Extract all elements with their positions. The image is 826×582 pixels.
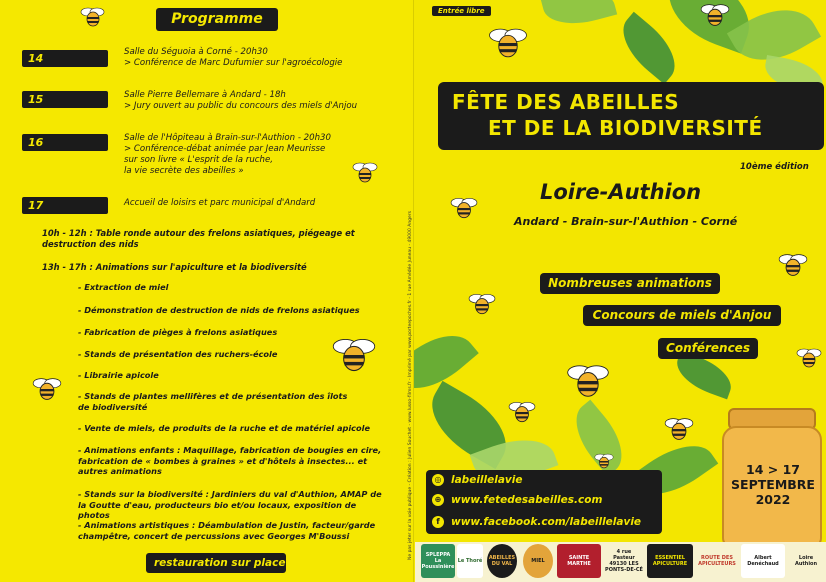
- sponsor-logo: [605, 544, 643, 578]
- event-description: > Jury ouvert au public du concours des miels d'Anjou: [124, 101, 358, 111]
- event-dates: [728, 462, 818, 507]
- slot-morning: [42, 228, 392, 250]
- instagram-link[interactable]: [432, 472, 523, 488]
- sponsor-logo: [523, 544, 553, 578]
- programme-title: Programme: [156, 8, 278, 31]
- sponsor-logo-text: Loire Authion: [794, 555, 818, 567]
- bee-icon: [468, 292, 496, 316]
- edition-label: 10ème édition: [740, 162, 809, 172]
- bee-icon: [700, 2, 730, 28]
- sponsor-logo-text: SAINTE MARTHE: [567, 555, 591, 567]
- sponsor-logo-text: ESSENTIEL APICULTURE: [652, 555, 688, 567]
- sponsor-logo: [741, 544, 785, 578]
- sponsor-logo-text: Albert Denéchaud: [747, 555, 779, 567]
- sponsor-logo-text: SPLEPPA La Poussinière: [421, 552, 455, 570]
- list-item-text: - Stands de plantes mellifères et de présentation des îlots: [78, 391, 348, 401]
- event-17: [124, 198, 394, 209]
- list-item: [78, 489, 390, 521]
- list-item-text: - Stands sur la biodiversité : Jardiniers du val d'Authion, AMAP de: [78, 489, 382, 499]
- event-location: Salle Pierre Bellemare à Andard - 18h: [124, 90, 286, 100]
- date-16-septembre: 16 septembre: [22, 134, 108, 151]
- list-item-text: champêtre, concert de percussions avec Georges M'Boussi: [78, 530, 350, 541]
- feature-animations: Nombreuses animations: [540, 273, 720, 294]
- sponsor-logo-text: ROUTE DES APICULTEURS: [698, 555, 736, 567]
- list-item-text: - Démonstration de destruction de nids de frelons asiatiques: [78, 305, 360, 315]
- leaf-decoration: [611, 12, 688, 85]
- event-description: > Conférence de Marc Dufumier sur l'agroécologie: [124, 58, 343, 68]
- bee-icon: [796, 346, 822, 370]
- list-item-text: autres animations: [78, 466, 162, 476]
- list-item-text: - Animations enfants : Maquillage, fabrication de bougies en cire,: [78, 445, 382, 455]
- print-credits-text: Ne pas jeter sur la voie publique - Création : Julien Souchet - www.lusso-films.fr - Imprimé par www.porteepoches.fr - 1 rue Amédée Juneau - 49000 Angers: [408, 210, 413, 560]
- event-14: [124, 47, 394, 69]
- restauration-label: restauration sur place: [146, 553, 286, 573]
- list-item: [78, 520, 390, 541]
- sponsor-logo: [457, 544, 483, 578]
- list-item: [78, 423, 390, 434]
- bee-icon: [594, 452, 614, 470]
- website-url: www.fetedesabeilles.com: [451, 494, 603, 506]
- event-description: > Conférence-débat animée par Jean Meurisse: [124, 144, 326, 154]
- sponsor-logo: [557, 544, 601, 578]
- sponsor-logos-strip: [415, 542, 826, 582]
- event-dates-month: SEPTEMBRE: [731, 477, 815, 492]
- list-item: [78, 445, 390, 477]
- event-location: Salle de l'Hôpiteau à Brain-sur-l'Authion - 20h30: [124, 133, 331, 143]
- website-link[interactable]: [432, 492, 602, 508]
- sponsor-logo-text: Le Thoré: [457, 558, 483, 564]
- sponsor-logo: [647, 544, 693, 578]
- instagram-icon: ◎: [432, 474, 444, 486]
- bee-icon: [352, 160, 378, 186]
- facebook-icon: f: [432, 516, 444, 528]
- feature-conferences: Conférences: [658, 338, 758, 359]
- slot-afternoon: 13h - 17h : Animations sur l'apiculture et la biodiversité: [42, 262, 307, 272]
- print-credits: [400, 160, 413, 560]
- list-item-text: - Animations artistiques : Déambulation de Justin, facteur/garde: [78, 520, 376, 530]
- sponsor-logo: [697, 544, 737, 578]
- list-item-text: la Goutte d'eau, producteurs bio et/ou locaux, exposition de photos: [78, 499, 357, 520]
- facebook-url: www.facebook.com/labeillelavie: [451, 516, 642, 528]
- event-dates-year: 2022: [755, 492, 791, 507]
- bee-icon: [80, 6, 106, 28]
- entree-libre-badge: Entrée libre: [432, 6, 491, 16]
- list-item-text: fabrication de « bombes à graines » et d'hôtels à insectes... et: [78, 455, 368, 466]
- date-15-septembre: 15 septembre: [22, 91, 108, 108]
- sponsor-logo: [789, 544, 823, 578]
- list-item-text: - Librairie apicole: [78, 370, 159, 380]
- event-location: Salle du Séguoia à Corné - 20h30: [124, 47, 268, 57]
- leaf-decoration: [541, 0, 617, 32]
- event-title-line2: ET DE LA BIODIVERSITÉ: [488, 116, 763, 140]
- event-dates-range: 14 > 17: [746, 462, 800, 477]
- bee-icon: [330, 336, 378, 374]
- slot-morning-line1: 10h - 12h : Table ronde autour des frelons asiatiques, piégeage et: [42, 228, 355, 238]
- date-14-septembre: 14 septembre: [22, 50, 108, 67]
- sponsor-logo-text: MIEL: [531, 558, 545, 564]
- towns-list: Andard - Brain-sur-l'Authion - Corné: [514, 215, 738, 228]
- bee-icon: [32, 376, 62, 402]
- instagram-handle: labeillelavie: [451, 474, 523, 486]
- facebook-link[interactable]: [432, 514, 641, 530]
- event-15: [124, 90, 394, 112]
- city-name: Loire-Authion: [540, 180, 702, 204]
- social-links: [426, 470, 662, 534]
- list-item-text: de biodiversité: [78, 401, 148, 412]
- event-location: Accueil de loisirs et parc municipal d'Andard: [124, 198, 316, 208]
- feature-concours: Concours de miels d'Anjou: [583, 305, 781, 326]
- sponsor-logo: [487, 544, 517, 578]
- bee-icon: [450, 196, 478, 220]
- slot-morning-line2: destruction des nids: [42, 239, 139, 249]
- sponsor-logo-text: ABEILLES DU VAL: [488, 555, 516, 567]
- list-item-text: - Vente de miels, de produits de la ruche et de matériel apicole: [78, 423, 370, 433]
- event-description-cont: sur son livre « L'esprit de la ruche,: [124, 155, 273, 165]
- web-icon: ⊕: [432, 494, 444, 506]
- event-description-cont: la vie secrète des abeilles »: [124, 166, 244, 176]
- bee-icon: [488, 26, 528, 60]
- sponsor-logo-text: 4 rue Pasteur 49130 LES PONTS-DE-CÉ: [605, 549, 643, 573]
- bee-icon: [778, 252, 808, 278]
- list-item-text: - Stands de présentation des ruchers-école: [78, 349, 278, 359]
- bee-icon: [508, 400, 536, 424]
- list-item: [78, 305, 390, 316]
- list-item-text: - Fabrication de pièges à frelons asiatiques: [78, 327, 278, 337]
- bee-icon: [664, 416, 694, 442]
- bee-icon: [566, 362, 610, 400]
- event-title-line1: FÊTE DES ABEILLES: [452, 90, 680, 114]
- sponsor-logo: [421, 544, 455, 578]
- list-item-text: - Extraction de miel: [78, 282, 169, 292]
- list-item: [78, 282, 390, 293]
- list-item: [78, 391, 390, 412]
- date-17-septembre: 17 septembre: [22, 197, 108, 214]
